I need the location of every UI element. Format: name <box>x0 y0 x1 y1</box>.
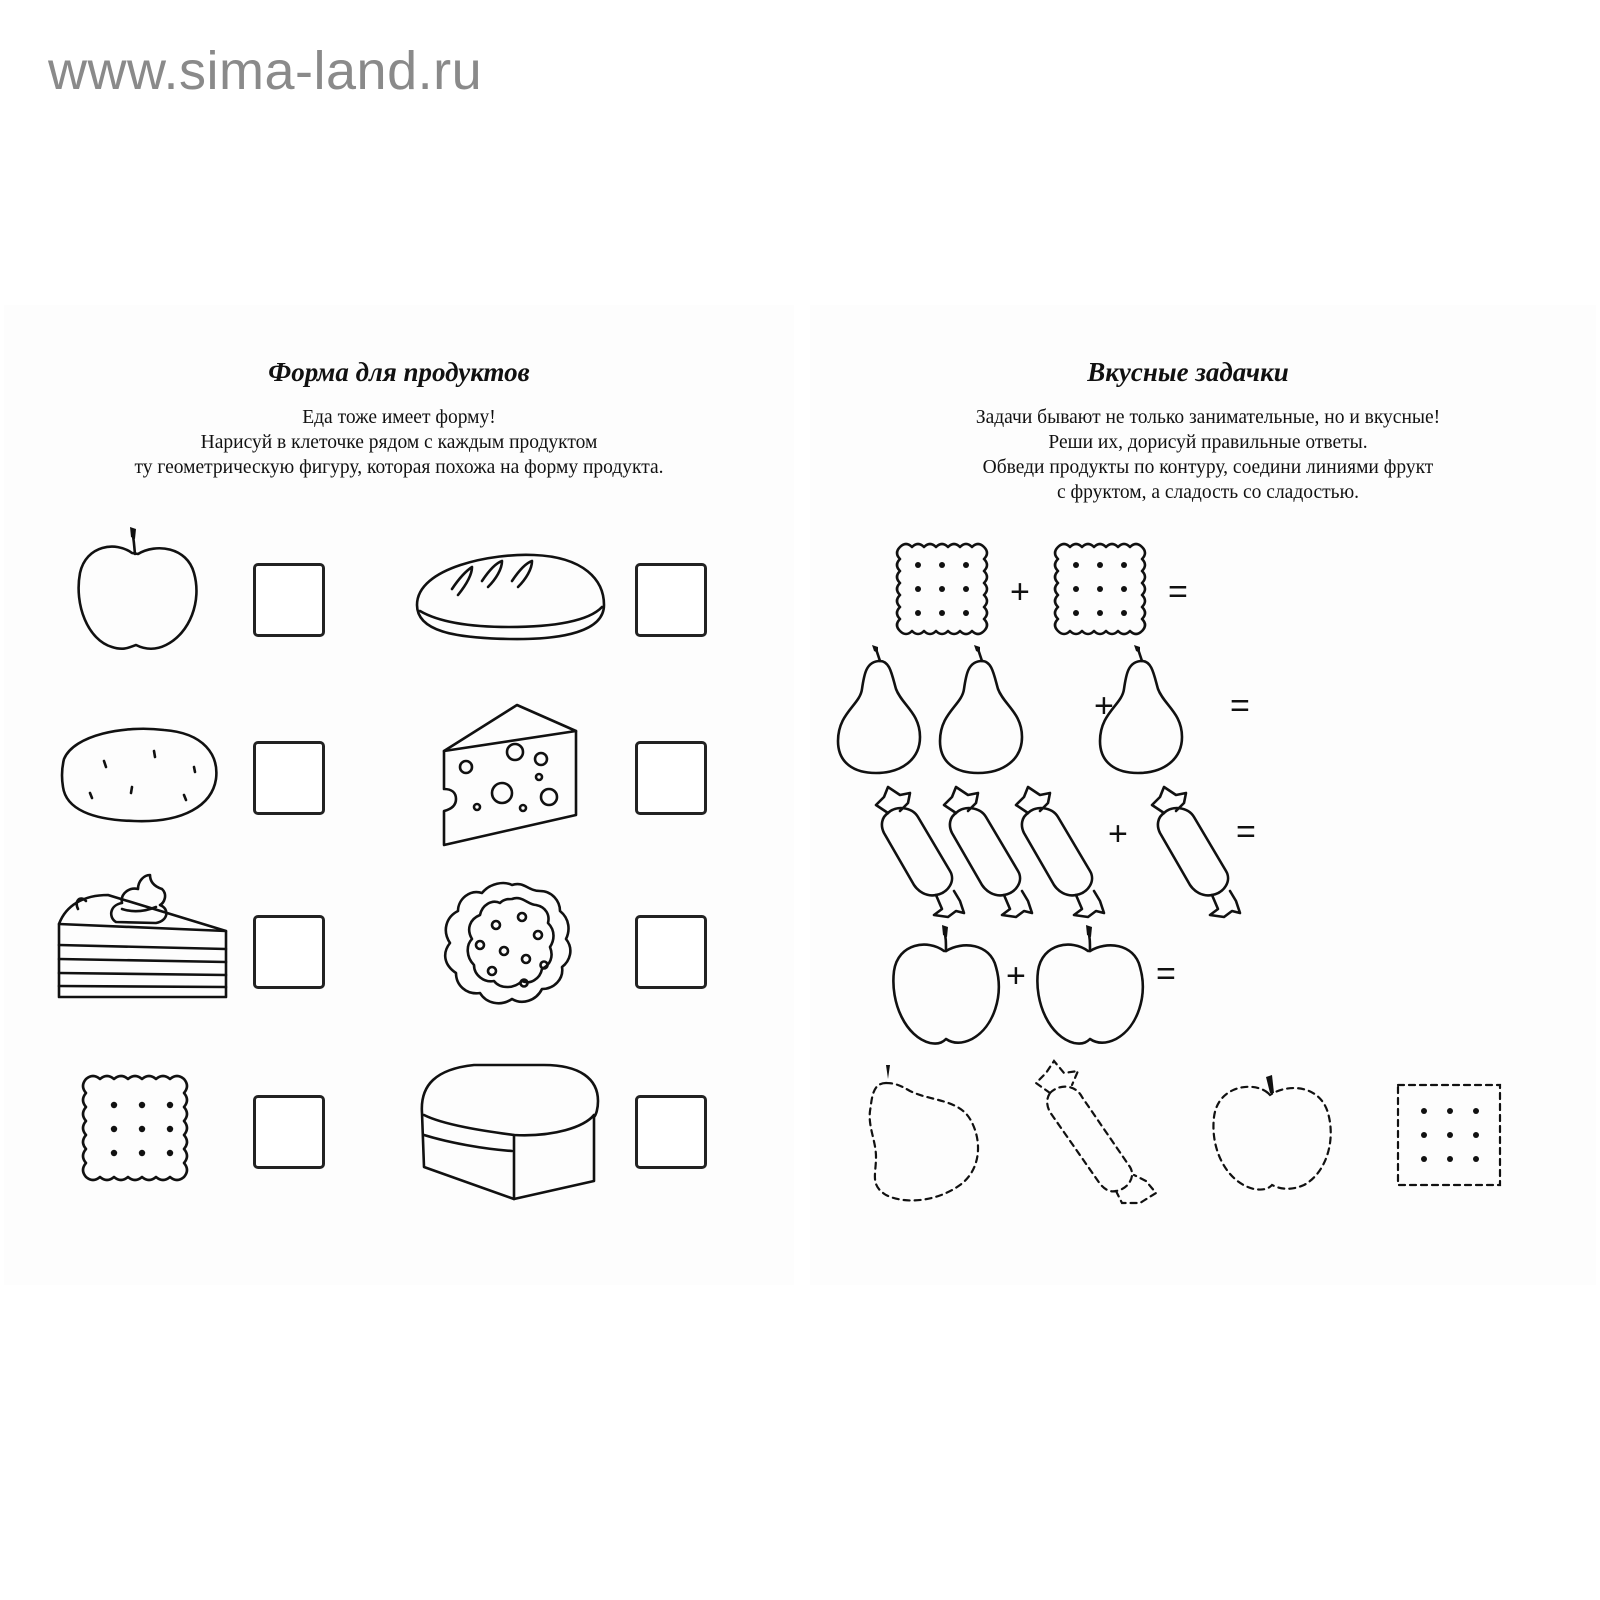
candy-icon <box>876 787 964 917</box>
dashed-apple-icon <box>1213 1075 1330 1190</box>
cheese-icon <box>444 705 576 845</box>
equals-sign: = <box>1236 813 1256 851</box>
left-page-title: Форма для продуктов <box>268 357 530 387</box>
pear-icon <box>940 645 1022 773</box>
intro-line: Реши их, дорисуй правильные ответы. <box>1048 432 1368 453</box>
answer-box[interactable] <box>635 563 707 637</box>
intro-line: Еда тоже имеет форму! <box>302 407 496 428</box>
apple-icon <box>1037 925 1142 1044</box>
answer-box[interactable] <box>635 1095 707 1169</box>
candy-icon <box>1152 787 1240 917</box>
equals-sign: = <box>1230 687 1250 725</box>
intro-line: Обведи продукты по контуру, соедини линиями фрукт <box>982 457 1434 478</box>
right-page-illustrations <box>810 305 1596 1285</box>
dashed-candy-icon <box>1036 1061 1156 1203</box>
apple-icon <box>893 925 998 1044</box>
potato-icon <box>62 729 216 821</box>
answer-box[interactable] <box>253 563 325 637</box>
watermark: www.sima-land.ru <box>48 41 483 101</box>
intro-line: Нарисуй в клеточке рядом с каждым продуктом <box>200 432 598 453</box>
intro-line: Задачи бывают не только занимательные, но и вкусные! <box>975 407 1441 428</box>
answer-box[interactable] <box>253 915 325 989</box>
plus-sign: + <box>1010 573 1030 611</box>
plus-sign: + <box>1094 687 1114 725</box>
equation-candy <box>876 787 1240 917</box>
right-page-title: Вкусные задачки <box>1087 357 1289 387</box>
answer-box[interactable] <box>253 1095 325 1169</box>
brick-bread-icon <box>422 1065 598 1199</box>
square-cracker-icon <box>83 1076 187 1180</box>
equals-sign: = <box>1156 955 1176 993</box>
equation-pear <box>838 645 1182 773</box>
cracker-icon <box>897 544 987 634</box>
apple-icon <box>79 527 197 649</box>
round-cookie-icon <box>445 883 570 1003</box>
dashed-cracker-icon <box>1398 1085 1500 1185</box>
equals-sign: = <box>1168 573 1188 611</box>
left-page <box>4 305 794 1285</box>
cracker-icon <box>1055 544 1145 634</box>
intro-line: с фруктом, а сладость со сладостью. <box>1056 482 1360 503</box>
plus-sign: + <box>1108 815 1128 853</box>
plus-sign: + <box>1006 957 1026 995</box>
dashed-pear-icon <box>870 1065 978 1200</box>
right-page <box>810 305 1596 1285</box>
answer-box[interactable] <box>253 741 325 815</box>
answer-box[interactable] <box>635 915 707 989</box>
cake-slice-icon <box>59 875 226 997</box>
pear-icon <box>838 645 920 773</box>
candy-icon <box>1016 787 1104 917</box>
bread-loaf-icon <box>417 555 604 639</box>
answer-box[interactable] <box>635 741 707 815</box>
intro-line: ту геометрическую фигуру, которая похожа на форму продукта. <box>134 457 664 478</box>
